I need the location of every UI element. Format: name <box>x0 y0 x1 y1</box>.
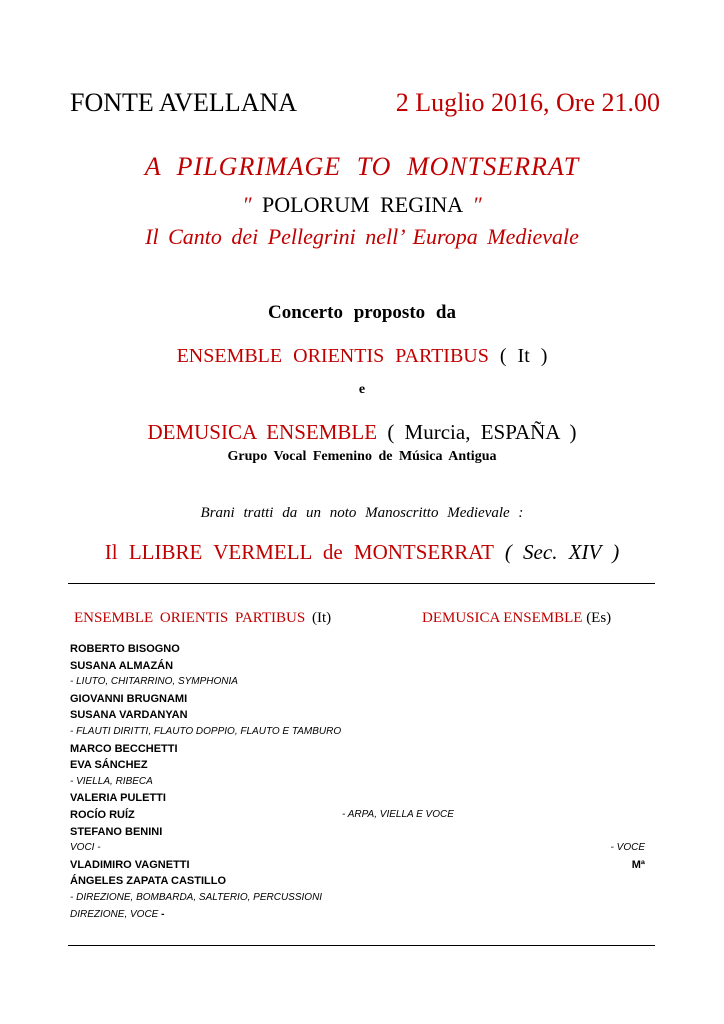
performer-name: VALERIA PULETTI <box>70 792 166 805</box>
quote-open: ″ <box>242 192 252 217</box>
performer-role: - VIELLA, RIBECA <box>70 775 153 787</box>
performer-role: - FLAUTI DIRITTI, FLAUTO DOPPIO, FLAUTO E TAMBURO <box>70 725 342 737</box>
roster-row <box>70 693 655 710</box>
column-head-right-code: (Es) <box>586 610 612 626</box>
roster-row <box>70 859 655 876</box>
ensemble1-line <box>0 345 724 368</box>
column-head-right-name: DEMUSICA ENSEMBLE <box>422 610 583 626</box>
roster-row <box>70 643 655 660</box>
performer-name: SUSANA VARDANYAN <box>70 709 188 722</box>
performer-name: EVA SÁNCHEZ <box>70 759 148 772</box>
dash-suffix: - <box>158 908 165 920</box>
ensemble2-group: Grupo Vocal Femenino de Música Antigua <box>227 449 497 464</box>
divider-bottom <box>68 945 655 946</box>
column-head-left-name: ENSEMBLE ORIENTIS PARTIBUS <box>74 610 306 626</box>
divider-top <box>68 583 655 584</box>
performer-role: - LIUTO, CHITARRINO, SYMPHONIA <box>70 676 238 688</box>
main-title: A PILGRIMAGE TO MONTSERRAT <box>144 152 580 181</box>
roster-row <box>70 759 655 776</box>
roster-row <box>70 776 655 793</box>
roster-row <box>70 909 655 926</box>
roster-row <box>70 676 655 693</box>
quote-close: ″ <box>472 192 482 217</box>
performer-name: Mª <box>631 858 645 871</box>
and-word: e <box>358 382 366 397</box>
brani-line: Brani tratti da un noto Manoscritto Medievale : <box>200 505 524 521</box>
subtitle <box>0 192 724 218</box>
column-head-left <box>74 610 331 627</box>
roster <box>70 643 655 925</box>
performer-name: ROCÍO RUÍZ <box>70 808 135 821</box>
manuscript-line <box>0 540 724 565</box>
performer-name: VLADIMIRO VAGNETTI <box>70 858 190 871</box>
performer-role: - DIREZIONE, BOMBARDA, SALTERIO, PERCUSSIONI <box>70 891 323 903</box>
roster-row <box>70 660 655 677</box>
roster-row <box>70 892 655 909</box>
roster-row <box>70 809 655 826</box>
roster-row <box>70 826 655 843</box>
performer-role: VOCI - <box>70 842 101 854</box>
roster-row <box>70 792 655 809</box>
ensemble2-name: DEMUSICA ENSEMBLE <box>147 420 378 444</box>
manuscript-name: Il LLIBRE VERMELL de MONTSERRAT <box>104 540 494 564</box>
ensemble1-origin: ( It ) <box>499 345 548 367</box>
roster-row <box>70 842 655 859</box>
performer-role: - ARPA, VIELLA E VOCE <box>342 808 454 820</box>
manuscript-century: ( Sec. XIV ) <box>504 540 620 564</box>
date-time: 2 Luglio 2016, Ore 21.00 <box>395 88 660 117</box>
ensemble2-origin: ( Murcia, ESPAÑA ) <box>387 420 577 444</box>
roster-row <box>70 726 655 743</box>
performer-name: GIOVANNI BRUGNAMI <box>70 692 188 705</box>
roster-row <box>70 709 655 726</box>
performer-name: STEFANO BENINI <box>70 825 163 838</box>
ensemble2-line <box>0 420 724 445</box>
performer-name: MARCO BECCHETTI <box>70 742 178 755</box>
column-head-left-code: (It) <box>311 610 332 626</box>
column-head-right <box>422 610 611 627</box>
concerto-line: Concerto proposto da <box>268 302 456 323</box>
subtitle-text: POLORUM REGINA <box>262 192 462 217</box>
tagline: Il Canto dei Pellegrini nell’ Europa Medievale <box>145 224 579 249</box>
performer-role: - VOCE <box>610 842 645 854</box>
performer-role: DIREZIONE, VOCE - <box>70 908 165 920</box>
performer-name: ROBERTO BISOGNO <box>70 643 180 655</box>
performer-name: ÁNGELES ZAPATA CASTILLO <box>70 875 227 888</box>
venue-title: FONTE AVELLANA <box>70 88 298 117</box>
roster-row <box>70 875 655 892</box>
ensemble1-name: ENSEMBLE ORIENTIS PARTIBUS <box>176 345 489 367</box>
roster-row <box>70 743 655 760</box>
performer-name: SUSANA ALMAZÁN <box>70 659 174 672</box>
